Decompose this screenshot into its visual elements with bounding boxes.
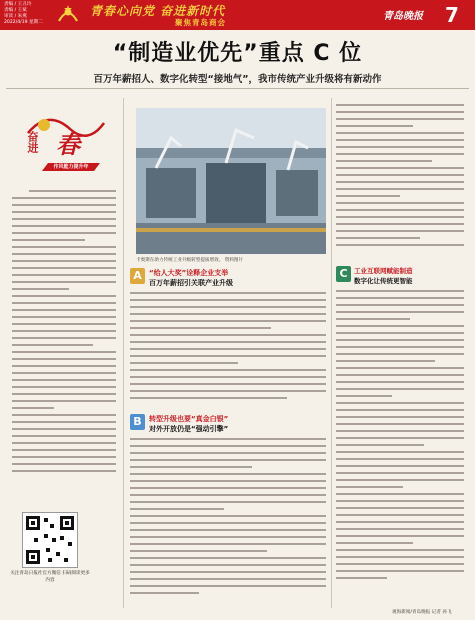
campaign-logo [18,105,113,183]
masthead [0,0,475,30]
section-c-marker: C [336,266,351,282]
reporter-credit: 观海新闻/青岛晚报 记者 孙飞 [392,610,452,615]
logo-banner: 作风能力提升年 [53,164,89,170]
section-a-subtitle: 百万年薪招引关联产业升级 [149,279,233,287]
column-title: 聚焦青岛商会 [175,18,226,27]
section-b-subtitle: 对外开放仍是“强动引擎” [149,425,229,433]
section-a-text [130,292,326,408]
logo-word-advance: 奋进 [26,131,39,153]
section-b-marker: B [130,414,145,430]
editor-line: 审读 / 朱燕 [4,14,27,19]
publish-date: 2022/4/19 星期二 [4,20,43,25]
factory-photo [136,108,326,254]
section-c-text [336,290,464,606]
section-b-title: 转型升级也要“真金白银” [149,415,229,423]
article-subheadline: 百万年薪招人、数字化转型“接地气”，我市传统产业升级将有新动作 [93,74,382,85]
editor-line: 责编 / 王丑玲 [4,2,32,7]
article-headline: “制造业优先”重点 C 位 [112,41,363,66]
factory-photo-image [136,108,326,254]
left-column-text [12,190,116,504]
newspaper-name: 青岛晚报 [383,11,423,22]
section-a-title: “给人大奖”诠释企业支举 [149,269,229,277]
campaign-slogan: 青春心向党 奋进新时代 [90,4,226,18]
logo-word-spring: 春 [56,130,80,159]
qr-code[interactable] [22,512,78,568]
party-emblem-icon [55,3,81,25]
headline-divider [6,88,469,89]
qr-caption: 关注青岛日报社官方微信 扫码阅读更多内容 [10,571,90,583]
column-divider [331,98,332,608]
right-column-text-top [336,104,464,260]
editor-line: 责编 / 王斌 [4,8,27,13]
section-c-subtitle: 数字化让传统更智能 [354,277,413,285]
column-divider [123,98,124,608]
qr-code-icon [23,513,77,567]
section-c-title: 工业互联网赋能制造 [354,267,413,275]
editor-credits [4,2,43,26]
section-b-text [130,438,326,610]
page-number: 7 [445,3,459,27]
section-a-marker: A [130,268,145,284]
photo-caption: 卡奥斯在助力传统工业升级转型提质增效。 资料图片 [136,258,244,263]
